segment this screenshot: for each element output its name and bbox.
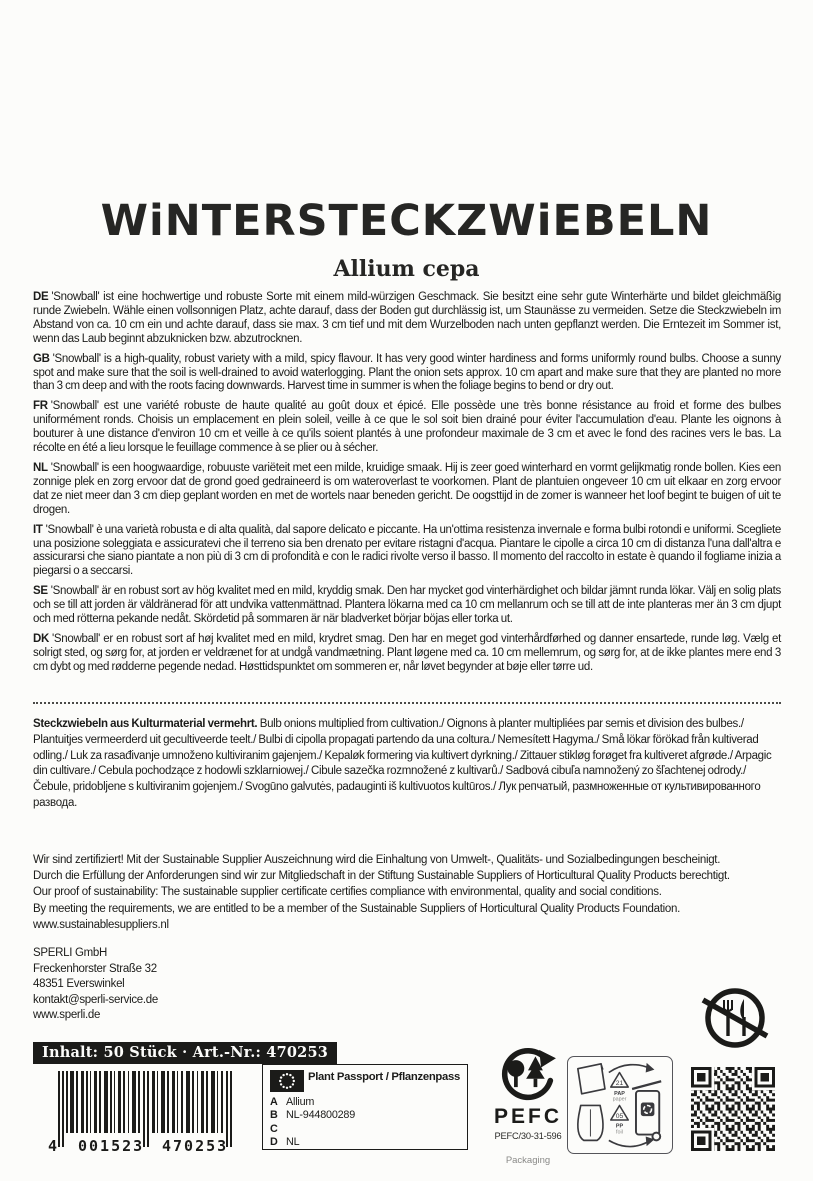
pp-recycle-triangle-icon (611, 1105, 628, 1135)
lang-code-dk: DK (33, 632, 50, 645)
description-nl (33, 462, 781, 518)
description-gb (33, 353, 781, 395)
certification-line: Durch die Erfüllung der Anforderungen sind wir zur Mitgliedschaft in der Stiftung Sustainable Suppliers of Horticultural Quality Products berechtigt. (33, 870, 730, 883)
plant-passport-header (270, 1070, 460, 1092)
page-title: WiNTERSTECKZWiEBELN (100, 196, 713, 246)
svg-text:foil: foil (616, 1129, 623, 1136)
arrow-top-icon (609, 1065, 651, 1073)
description-de (33, 291, 781, 347)
lang-code-se: SE (33, 585, 48, 598)
recycling-instructions (567, 1056, 673, 1154)
pefc-packaging-caption: Packaging (505, 1155, 551, 1166)
passport-key-c: C (270, 1122, 278, 1135)
arrow-bottom-icon (609, 1140, 651, 1146)
sustainable-suppliers-url: www.sustainablesuppliers.nl (33, 918, 169, 931)
description-text-de: 'Snowball' ist eine hochwertige und robuste Sorte mit einem mild-würzigen Geschmack. Sie besitzt eine sehr gute Winterhärte und bildet gleichmäßig runde Zwiebeln. Wähle einen vollsonnigen Platz, achte darauf, dass der Boden gut durchlässig ist, um Staunässe zu vermeiden. Setze die Steckzwiebeln im Abstand von ca. 10 cm ein und achte darauf, dass sie max. 3 cm tief und mit dem Wurzelboden nach unten gepflanzt werden. Die Erntezeit im Sommer ist, wenn das Laub beginnt abzuknicken bzw. abzutrocknen. (33, 291, 781, 345)
pefc-license-code: PEFC/30-31-596 (494, 1131, 562, 1141)
passport-row-d (270, 1136, 460, 1149)
barcode-digits (50, 1137, 246, 1157)
pap-recycle-triangle-icon (611, 1073, 628, 1103)
passport-row-b (270, 1109, 460, 1122)
company-city: 48351 Everswinkel (33, 978, 125, 991)
propagation-lead: Steckzwiebeln aus Kulturmaterial vermehrt. (33, 718, 258, 730)
plant-passport-rows (270, 1096, 460, 1150)
eu-flag-icon (270, 1070, 304, 1092)
pefc-certification (489, 1048, 567, 1166)
company-email: kontakt@sperli-service.de (33, 993, 158, 1006)
passport-row-a (270, 1096, 460, 1109)
qr-code (691, 1066, 775, 1152)
passport-key-b: B (270, 1109, 278, 1122)
barcode-left-group: 001523 (78, 1137, 145, 1155)
svg-text:05: 05 (615, 1113, 624, 1121)
description-text-fr: 'Snowball' est une variété robuste de haute qualité au goût doux et épicé. Elle possède une très bonne résistance au froid et forme des bulbes uniformément ronds. Choisis un emplacement en plein soleil, veille à ce que le sol soit bien drainé pour éviter l'accumulation d'eau. Plante les oignons à bouturer à une distance d'environ 10 cm et veille à ce qu'ils soient plantés à une profondeur maximale de 3 cm et avec le fond des racines vers le bas. La récolte en été a lieu lorsque le feuillage commence à se plier ou à sécher. (33, 400, 781, 455)
svg-text:PP: PP (615, 1123, 624, 1130)
paper-sheet-icon (578, 1064, 605, 1094)
pefc-logo-icon (492, 1048, 564, 1102)
foil-bag-icon (578, 1105, 603, 1140)
passport-value-b: NL-944800289 (286, 1109, 356, 1122)
company-address (33, 946, 433, 1024)
lang-code-it: IT (33, 523, 43, 536)
certification-line: Wir sind zertifiziert! Mit der Sustainable Supplier Auszeichnung wird die Einhaltung von Umwelt-, Qualitäts- und Sozialbedingungen bescheinigt. (33, 854, 721, 866)
passport-value-a: Allium (286, 1096, 315, 1108)
knife-icon (740, 999, 744, 1036)
barcode-right-group: 470253 (162, 1137, 229, 1155)
language-descriptions (33, 291, 781, 681)
certification-line: By meeting the requirements, we are entitled to be a member of the Sustainable Suppliers of Horticultural Quality Products Foundation. (33, 902, 680, 915)
description-text-it: 'Snowball' è una varietà robusta e di alta qualità, dal sapore delicato e piccante. Ha un'ottima resistenza invernale e forma bulbi rotondi e uniformi. Scegliete una posizione soleggiata e assicuratevi che il terreno sia ben drenato per evitare ristagni d'acqua. Piantare le cipolle a circa 10 cm di distanza l'una dall'altra e assicurarsi che siano piantate a non più di 3 cm di profondità e con le radici rivolte verso il basso. Il momento del raccolto in estate è quando il fogliame inizia a piegarsi o a seccarsi. (33, 523, 781, 578)
svg-text:21: 21 (615, 1080, 624, 1088)
lang-code-de: DE (33, 291, 49, 303)
company-name: SPERLI GmbH (33, 947, 108, 959)
company-website: www.sperli.de (33, 1009, 101, 1022)
description-dk (33, 633, 781, 675)
lang-code-gb: GB (33, 352, 50, 365)
content-and-article-number: Inhalt: 50 Stück · Art.-Nr.: 470253 (33, 1042, 337, 1064)
description-text-dk: 'Snowball' er en robust sort af høj kvalitet med en mild, krydret smag. Den har en meget god vinterhårdførhed og danner ensartede, runde løg. Vælg et solrigt sted, og sørg for, at jorden er veldrænet for at undgå vandmætning. Plant løgene med ca. 10 cm mellemrum, og sørg for, at de ikke plantes mere end 3 cm dybt og med rødderne pegende nedad. Høsttidspunktet om sommeren er, når løvet begynder at bøje eller tørre ud. (33, 632, 781, 673)
recycle-bin-icon (632, 1081, 661, 1140)
description-text-se: 'Snowball' är en robust sort av hög kvalitet med en mild, kryddig smak. Den har mycket god vinterhärdighet och bildar jämnt runda lökar. Välj en solig plats och se till att jorden är väldränerad för att undvika vattenmättnad. Plantera lökarna med ca 10 cm mellanrum och se till att de inte planteras mer än 3 cm djupt och med rötterna pekande nedåt. Skördetid på sommaren är när bladverket börjar böjas eller torka ut. (33, 585, 781, 626)
plant-passport-box (262, 1064, 468, 1150)
barcode-first-digit: 4 (48, 1137, 58, 1155)
certification-note (33, 852, 793, 933)
company-street: Freckenhorster Straße 32 (33, 962, 157, 975)
lang-code-nl: NL (33, 461, 48, 474)
svg-text:PAP: PAP (614, 1090, 625, 1097)
plant-passport-title: Plant Passport / Pflanzenpass (307, 1071, 460, 1083)
not-for-consumption-icon (699, 983, 771, 1053)
passport-value-d: NL (286, 1136, 300, 1149)
propagation-text: Bulb onions multiplied from cultivation./ Oignons à planter multipliées par semis et division des bulbes./ Plantuitjes vermeerderd uit gecultiveerde teelt./ Bulbi di cipolla propagati partendo da una coltura./ Nemesített Hagyma./ Små lökar förökad från kultiverad odling./ Luk za rasađivanje umnoženo kultiviranim gajenjem./ Kepaløk formering via kultivert dyrkning./ Zittauer stikløg forøget fra kultiveret afgrøde./ Arpagic din cultivare./ Cebula pochodzące z hodowli szklarniowej./ Cibule sazečka rozmnožené z kultivarů./ Sadbová cibuľa namnožený zo šľachtenej odrody./ Čebule, pridobljene s kultiviranim gojenjem./ Svogūno galvutės, padauginti iš kultivuotos kultūros./ Лук репчатый, размноженные от культивированного развода. (33, 718, 772, 809)
arrow-top-head (646, 1063, 655, 1073)
ean-barcode (50, 1071, 246, 1161)
propagation-note (33, 717, 781, 812)
description-text-gb: 'Snowball' is a high-quality, robust variety with a mild, spicy flavour. It has very good winter hardiness and forms uniformly round bulbs. Choose a sunny spot and make sure that the soil is well-drained to avoid waterlogging. Plant the onion sets approx. 10 cm apart and make sure that they are planted no more than 3 cm deep and with the roots facing downwards. Harvest time in summer is when the foliage begins to bend or dry out. (33, 352, 781, 393)
lang-code-fr: FR (33, 400, 48, 413)
passport-key-a: A (270, 1096, 278, 1108)
description-it (33, 524, 781, 580)
description-se (33, 585, 781, 627)
botanical-name: Allium cepa (333, 256, 480, 282)
svg-text:paper: paper (612, 1096, 627, 1103)
passport-key-d: D (270, 1136, 278, 1149)
passport-row-c (270, 1123, 460, 1136)
description-fr (33, 400, 781, 456)
pefc-wordmark: PEFC (493, 1105, 562, 1128)
certification-line: Our proof of sustainability: The sustainable supplier certificate certifies compliance with environmental, quality and social conditions. (33, 886, 662, 899)
description-text-nl: 'Snowball' is een hoogwaardige, robuuste variëteit met een milde, kruidige smaak. Hij is zeer goed winterhard en vormt gelijkmatig ronde bollen. Kies een zonnige plek en zorg ervoor dat de grond goed gedraineerd is om wateroverlast te voorkomen. Plant de plantuien ongeveer 10 cm uit elkaar en zorg ervoor dat ze niet meer dan 3 cm diep geplant worden en met de wortels naar beneden gericht. De oogsttijd in de zomer is wanneer het loof begint te buigen of uit te drogen. (33, 461, 781, 516)
dotted-divider (33, 702, 781, 704)
